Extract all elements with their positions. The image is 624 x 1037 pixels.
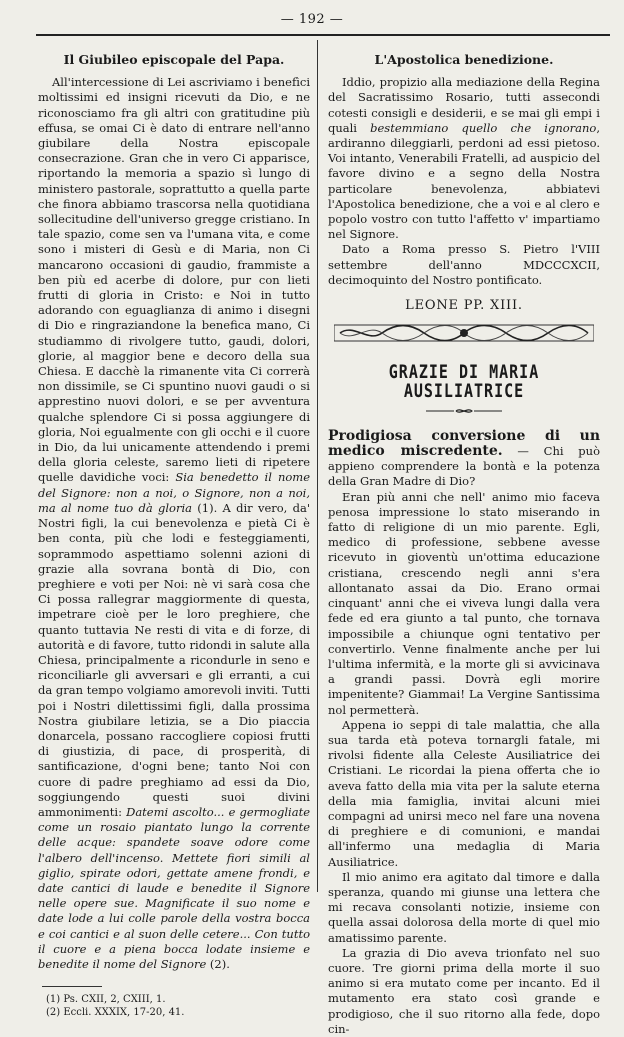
flourish [328,404,600,419]
signature: LEONE PP. XIII. [405,298,523,314]
left-body-quote-1: Sia benedetto il nome del Signore: non a noi, o Signore, non a noi, ma al nome tuo dà gloria [38,470,310,515]
footnote-2: (2) Eccli. XXXIX, 17-20, 41. [46,1007,185,1019]
article-paragraph-4: La grazia di Dio aveva trionfato nel suo cuore. Tre giorni prima della morte il suo animo si era mutato come per incanto. Ed il mutamento era stato così grande e prodigioso, che il suo ritorno alla fede, dopo cin- [328,945,600,1036]
article-title: Prodigiosa conversione di un medico miscredente. [328,427,600,460]
footnote-1: (1) Ps. CXII, 2, CXIII, 1. [46,994,166,1006]
article-paragraph-1: Eran più anni che nell' animo mio faceva penosa impressione lo stato miserando in fatto di religione di un mio parente. Egli, medico di professione, sebbene avesse ricevuto in gioventù un'ottima educazione cristiana, crescendo negli anni s'era allontanato assai da Dio. Erano ormai cinquant' anni che ei viveva lungi dalla vera fede ed era giunto a tal punto, che tornava impossibile a chiunque ogni tentativo per convertirlo. Venne finalmente anche per lui l'ultima infermità, e la morte gli si avvicinava a grandi passi. Dovrà egli morire impenitente? Giammai! La Vergine Santissima nol permetterà. [328,489,600,717]
article-paragraph-3: Il mio animo era agitato dal timore e dalla speranza, quando mi giunse una lettera che mi recava consolanti notizie, insieme con quella assai dolorosa della morte di quel mio amatissimo parente. [328,869,600,945]
benediction-quote: bestemmiano quello che ignorano [370,120,597,135]
page-number: — 192 — [280,12,344,27]
right-heading: L'Apostolica benedizione. [374,52,554,67]
article-paragraph-2: Appena io seppi di tale malattia, che alla sua tarda età poteva tornargli fatale, mi rivolsi fidente alla Celeste Ausiliatrice dei Cristiani. Le ricordai la piena offerta che io aveva fatto della mia vita per la salute eterna della mia famiglia, invitai alcuni miei compagni ad unirsi meco nel fare una novena di preghiere e di comunioni, e mandai all'infermo una medaglia di Maria Ausiliatrice. [328,717,600,869]
header-rule [36,34,610,36]
ornament-band [334,323,594,343]
benediction-part-1: Iddio, propizio alla mediazione della Regina del Sacratissimo Rosario, tutti assecondi cotesti consigli e desiderii, e se mai gli empi i quali [328,75,600,135]
left-column [38,52,310,1019]
benediction-part-2: , ardiranno dileggiarli, perdoni ad essi pietoso. Voi intanto, Venerabili Fratelli, ad auspicio del favore divino e a segno della Nostra particolare benevolenza, abbiatevi l'Apostolica benedizione, che a voi e al clero e popolo vostro con tutto l'affetto v' impartiamo nel Signore. [328,120,600,242]
ornament-band-icon [334,323,594,343]
section-title: GRAZIE DI MARIA AUSILIATRICE [388,360,540,403]
benediction-paragraph [328,75,600,242]
dated-line: Dato a Roma presso S. Pietro l'VIII settembre dell'anno MDCCCXCII, decimoquinto del Nostro pontificato. [328,242,600,287]
left-body-part-1: All'intercessione di Lei ascriviamo i benefìci moltissimi ed insigni ricevuti da Dio, e ne riconosciamo fra gli altri con gratitudine più effusa, se omai Ci è dato di entrare nell'anno giubilare della Nostra episcopale consecrazione. Gran che in vero Ci apparisce, riportando la memoria a spazio sì lungo di ministero pastorale, soprattutto a quella parte che finora abbiamo trascorsa nella quotidiana sollecitudine dell'universo gregge cristiano. In tale spazio, come sen va l'umana vita, e come sono i misteri di Gesù e di Maria, non Ci mancarono occasioni di gaudio, frammiste a ben più ed acerbe di dolore, pur con lieti frutti di gloria in Cristo: e Noi in tutto adorando con eguaglianza di animo i disegni di Dio e ringraziandone la benefica mano, Ci studiammo di rivolgere tutto, gaudi, dolori, glorie, al maggior bene e decoro della sua Chiesa. E dacchè la rimanente vita Ci correrà non dissimile, se Ci spuntino nuovi gaudi o si apprestino nuovi dolori, e se per avventura qualche splendore Ci si possa aggiungere di gloria, Noi egualmente con gli occhi e il cuore in Dio, da lui unicamente attendendo i premi della gloria celeste, saremo lieti di ripetere quelle davidiche voci: [38,75,310,485]
footnote-rule [42,986,102,987]
right-column [328,52,600,1037]
flourish-icon [424,407,504,415]
article-lead-paragraph [328,429,600,490]
column-divider [317,40,318,892]
left-body-quote-2: Datemi ascolto... e germogliate come un rosaio piantato lungo la corrente delle acque: spandete soave odore come l'albero dell'incenso. Mettete fiori simili al giglio, spirate odori, gettate amene frondi, e date cantici di laude e benedite il Signore nelle opere sue. Magnificate il suo nome e date lode a lui colle parole della vostra bocca e coi cantici e al suon delle cetere... Con tutto il cuore e a piena bocca lodate insieme e benedite il nome del Signore [38,804,311,971]
left-heading: Il Giubileo episcopale del Papa. [63,52,285,67]
article-lead: — Chi può appieno comprendere la bontà e la potenza della Gran Madre di Dio? [328,444,600,489]
left-body-part-2: (1). A dir vero, da' Nostri figli, la cui benevolenza e pietà Ci è ben conta, più che lodi e festeggiamenti, soprammodo aspettiamo solenni azioni di grazie alla sovrana bontà di Dio, con preghiere e voti per Noi: nè vi sarà cosa che Ci possa rallegrar maggiormente di questa, impetrare cioè per le loro preghiere, che quanto tuttavia Ne resti di vita e di forze, di autorità e di favore, tutto ridondi in salute alla Chiesa, principalmente a ricondurle in seno e riconciliarle gli avversari e gli erranti, a cui da gran tempo volgiamo amorevoli inviti. Tutti poi i Nostri dilettissimi figli, dalla prossima Nostra giubilare letizia, se a Dio piaccia donarcela, possano raccogliere copiosi frutti di giustizia, di pace, di prosperità, di santificazione, d'ogni bene; tanto Noi con cuore di padre preghiamo ad essi da Dio, soggiungendo questi suoi divini ammonimenti: [38,500,311,819]
left-body [38,75,310,972]
left-body-part-3: (2). [206,956,230,971]
